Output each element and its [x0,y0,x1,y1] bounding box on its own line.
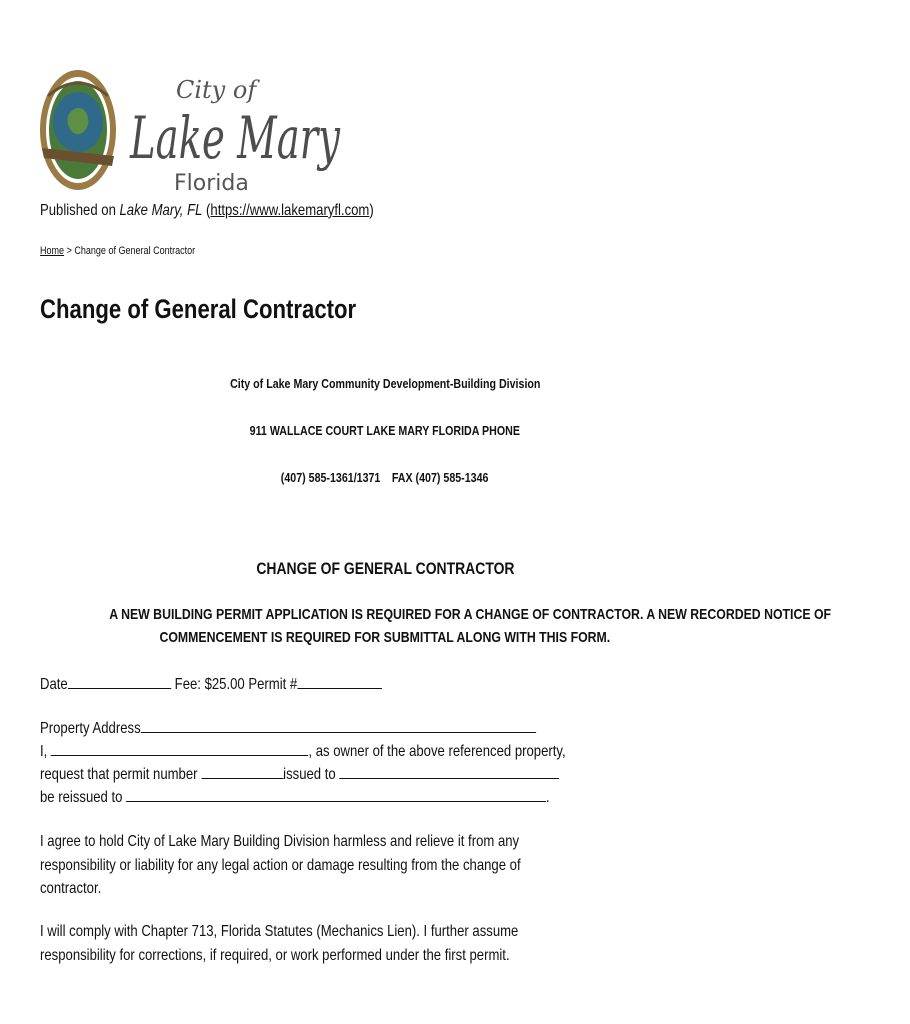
permit-notice [30,603,832,649]
address-line: 911 WALLACE COURT LAKE MARY FLORIDA PHONE [249,423,521,438]
date-fee-row [40,674,382,694]
lake-mary-logo [38,66,348,196]
contact-header [0,470,770,485]
notice-line-1: A NEW BUILDING PERMIT APPLICATION IS REQUIRED FOR A CHANGE OF CONTRACTOR. A NEW RECORDED NOTICE OF [109,606,832,623]
paren-close: ) [369,202,374,219]
property-address-row [40,718,536,738]
city-wordmark [129,76,340,196]
site-url-link[interactable]: https://www.lakemaryfl.com [210,202,370,219]
owner-name-field[interactable] [51,741,308,756]
division-name: City of Lake Mary Community Development-Building Division [229,376,541,391]
breadcrumb [40,245,195,257]
breadcrumb-home-link[interactable]: Home [40,245,65,257]
paragraph-line: responsibility for corrections, if required, or work performed under the first permit. [40,946,510,964]
issued-label: issued to [283,766,340,783]
paren-open: ( [202,202,211,219]
published-prefix: Published on [40,202,120,219]
division-header [0,376,770,391]
paragraph-line: responsibility or liability for any legal action or damage resulting from the change of [40,856,521,874]
reissue-row [40,787,550,807]
svg-text:City of: City of [176,76,257,104]
notice-line-2: COMMENCEMENT IS REQUIRED FOR SUBMITTAL ALONG WITH THIS FORM. [159,629,611,646]
site-name: Lake Mary, FL [119,202,203,219]
form-title-text: CHANGE OF GENERAL CONTRACTOR [255,559,515,578]
original-permit-field[interactable] [201,764,283,779]
property-address-label: Property Address [40,720,141,737]
paragraph-line: I will comply with Chapter 713, Florida Statutes (Mechanics Lien). I further assume [40,923,519,940]
date-label: Date [40,676,68,693]
city-seal-icon [40,70,116,190]
form-title [0,559,770,579]
phone-number: (407) 585-1361/1371 [281,470,381,485]
hold-harmless-paragraph [40,830,521,901]
reissue-end: . [545,789,550,806]
breadcrumb-current: Change of General Contractor [74,245,196,257]
date-field[interactable] [68,674,171,689]
issued-to-field[interactable] [339,764,559,779]
property-address-field[interactable] [141,718,536,733]
request-label: request that permit number [40,766,202,783]
paragraph-line: I agree to hold City of Lake Mary Building Division harmless and relieve it from any [40,833,520,850]
fax-number: FAX (407) 585-1346 [392,470,489,485]
compliance-paragraph [40,920,518,967]
paragraph-line: contractor. [40,880,102,897]
owner-row [40,741,566,761]
owner-prefix: I, [40,743,51,760]
owner-suffix: , as owner of the above referenced property, [308,743,566,760]
svg-text:Florida: Florida [174,171,249,196]
fee-label: Fee: $25.00 Permit # [171,676,298,693]
permit-number-field[interactable] [297,674,381,689]
page-title: Change of General Contractor [40,294,357,324]
published-on-line [40,202,374,220]
contact-numbers [281,470,489,485]
address-header [0,423,770,438]
breadcrumb-separator: > [64,245,75,257]
permit-request-row [40,764,559,784]
reissue-label: be reissued to [40,789,127,806]
reissue-to-field[interactable] [126,787,546,802]
svg-text:Lake Mary: Lake Mary [129,104,341,172]
